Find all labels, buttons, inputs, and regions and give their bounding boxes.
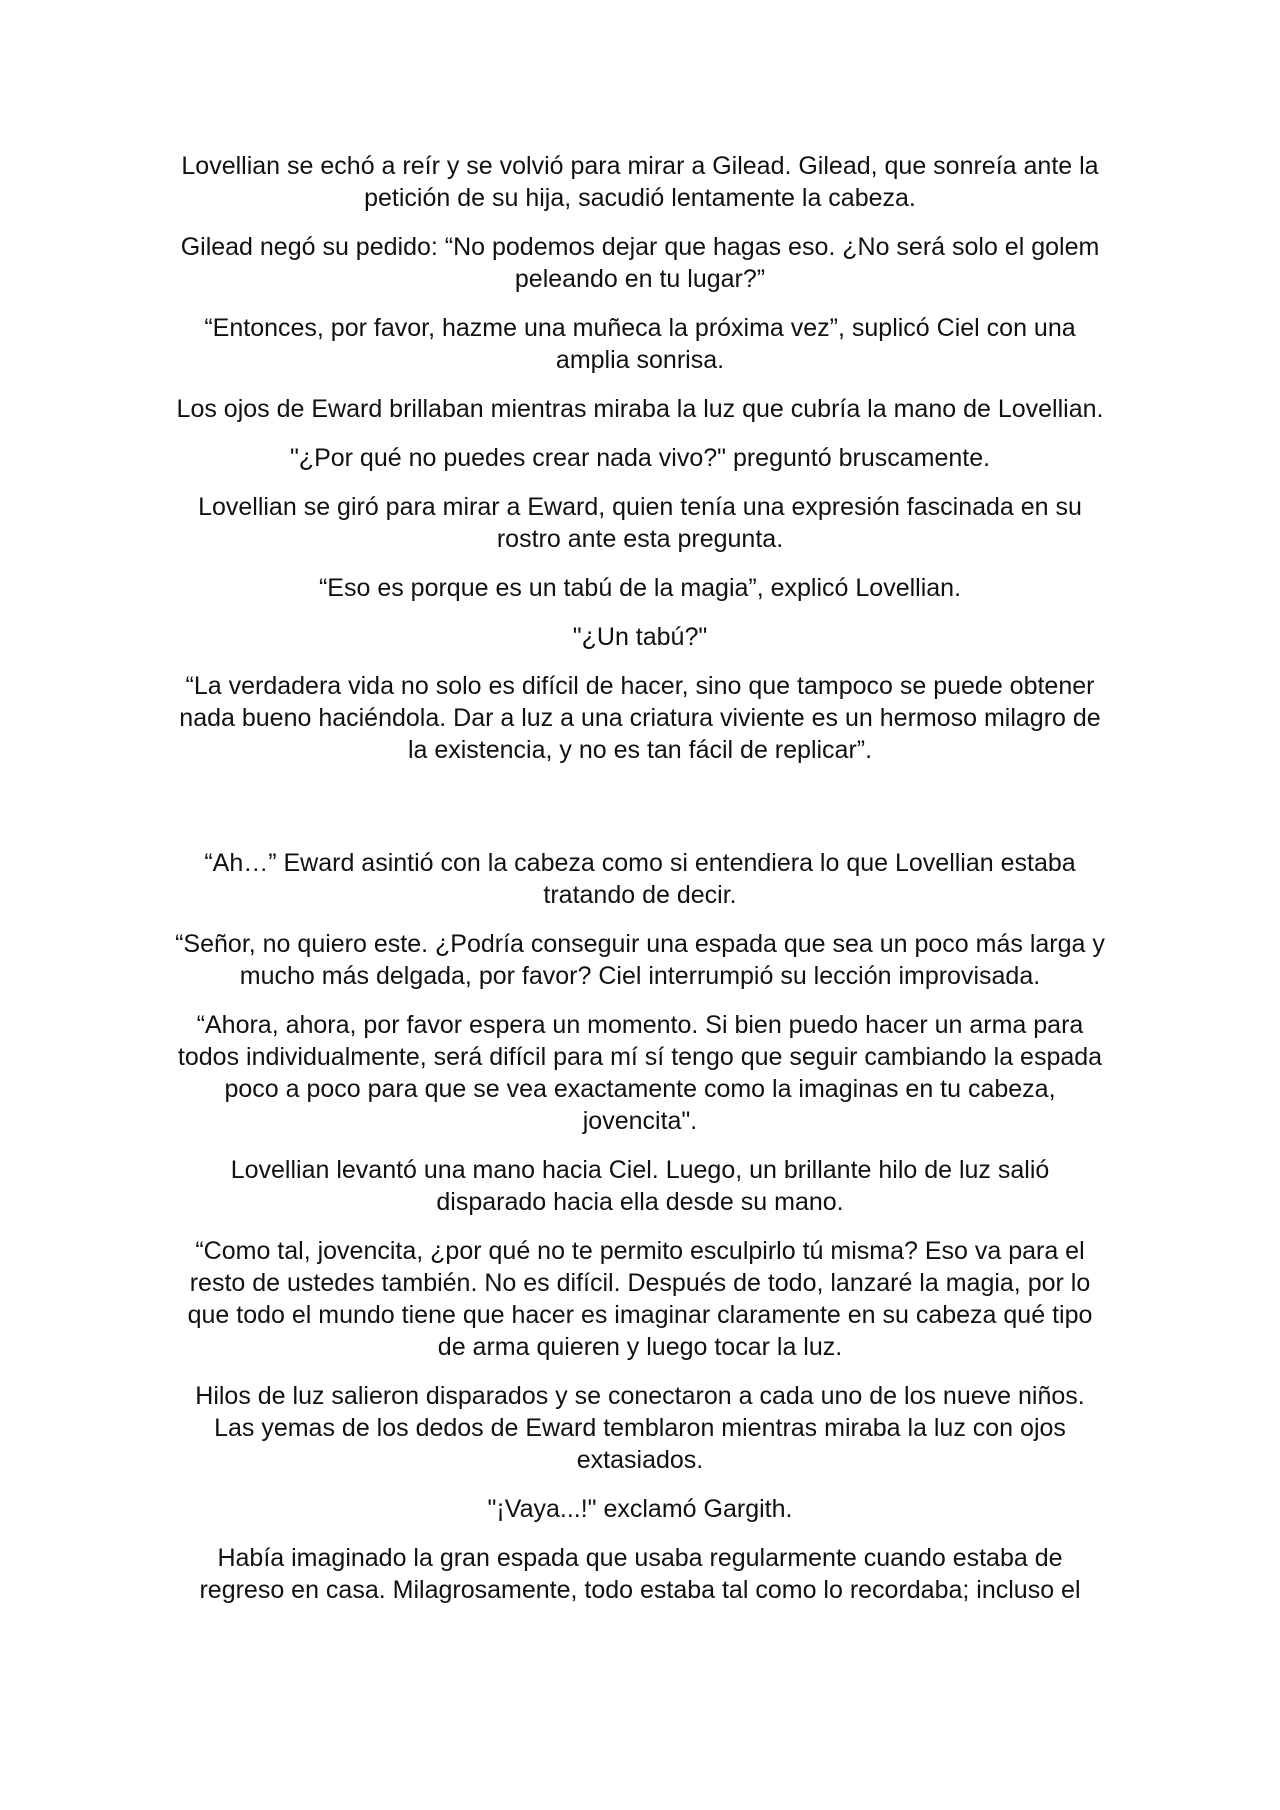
paragraph: Lovellian se giró para mirar a Eward, quien tenía una expresión fascinada en su rostro ante esta pregunta. [198,493,1082,553]
paragraph: “La verdadera vida no solo es difícil de hacer, sino que tampoco se puede obtener nada bueno haciéndola. Dar a luz a una criatura viviente es un hermoso milagro de la existencia, y no es tan fácil de replicar”. [179,672,1101,764]
paragraph: “Eso es porque es un tabú de la magia”, explicó Lovellian. [318,574,962,602]
paragraph: "¿Por qué no puedes crear nada vivo?" preguntó bruscamente. [289,444,991,472]
paragraph: Los ojos de Eward brillaban mientras miraba la luz que cubría la mano de Lovellian. [176,395,1104,423]
paragraph: "¡Vaya...!" exclamó Gargith. [487,1495,793,1523]
paragraph: “Ah…” Eward asintió con la cabeza como si entendiera lo que Lovellian estaba tratando de decir. [204,849,1076,909]
paragraph: “Entonces, por favor, hazme una muñeca la próxima vez”, suplicó Ciel con una amplia sonrisa. [204,314,1076,374]
paragraph: Gilead negó su pedido: “No podemos dejar que hagas eso. ¿No será solo el golem peleando en tu lugar?” [180,233,1100,293]
paragraph: "¿Un tabú?" [572,623,708,651]
paragraph: “Ahora, ahora, por favor espera un momento. Si bien puedo hacer un arma para todos individualmente, será difícil para mí sí tengo que seguir cambiando la espada poco a poco para que se vea exactamente como la imaginas en tu cabeza, jovencita". [177,1011,1103,1135]
body-text [175,150,1105,1623]
paragraph: “Como tal, jovencita, ¿por qué no te permito esculpirlo tú misma? Eso va para el resto de ustedes también. No es difícil. Después de todo, lanzaré la magia, por lo que todo el mundo tiene que hacer es imaginar claramente en su cabeza qué tipo de arma quieren y luego tocar la luz. [187,1237,1093,1361]
paragraph: Hilos de luz salieron disparados y se conectaron a cada uno de los nueve niños. Las yemas de los dedos de Eward temblaron mientras miraba la luz con ojos extasiados. [195,1382,1085,1474]
paragraph: Lovellian levantó una mano hacia Ciel. Luego, un brillante hilo de luz salió disparado hacia ella desde su mano. [230,1156,1050,1216]
paragraph: Había imaginado la gran espada que usaba regularmente cuando estaba de regreso en casa. Milagrosamente, todo estaba tal como lo recordaba; incluso el [199,1544,1081,1604]
paragraph: Lovellian se echó a reír y se volvió para mirar a Gilead. Gilead, que sonreía ante la petición de su hija, sacudió lentamente la cabeza. [181,152,1099,212]
paragraph: “Señor, no quiero este. ¿Podría conseguir una espada que sea un poco más larga y mucho más delgada, por favor? Ciel interrumpió su lección improvisada. [175,930,1105,990]
